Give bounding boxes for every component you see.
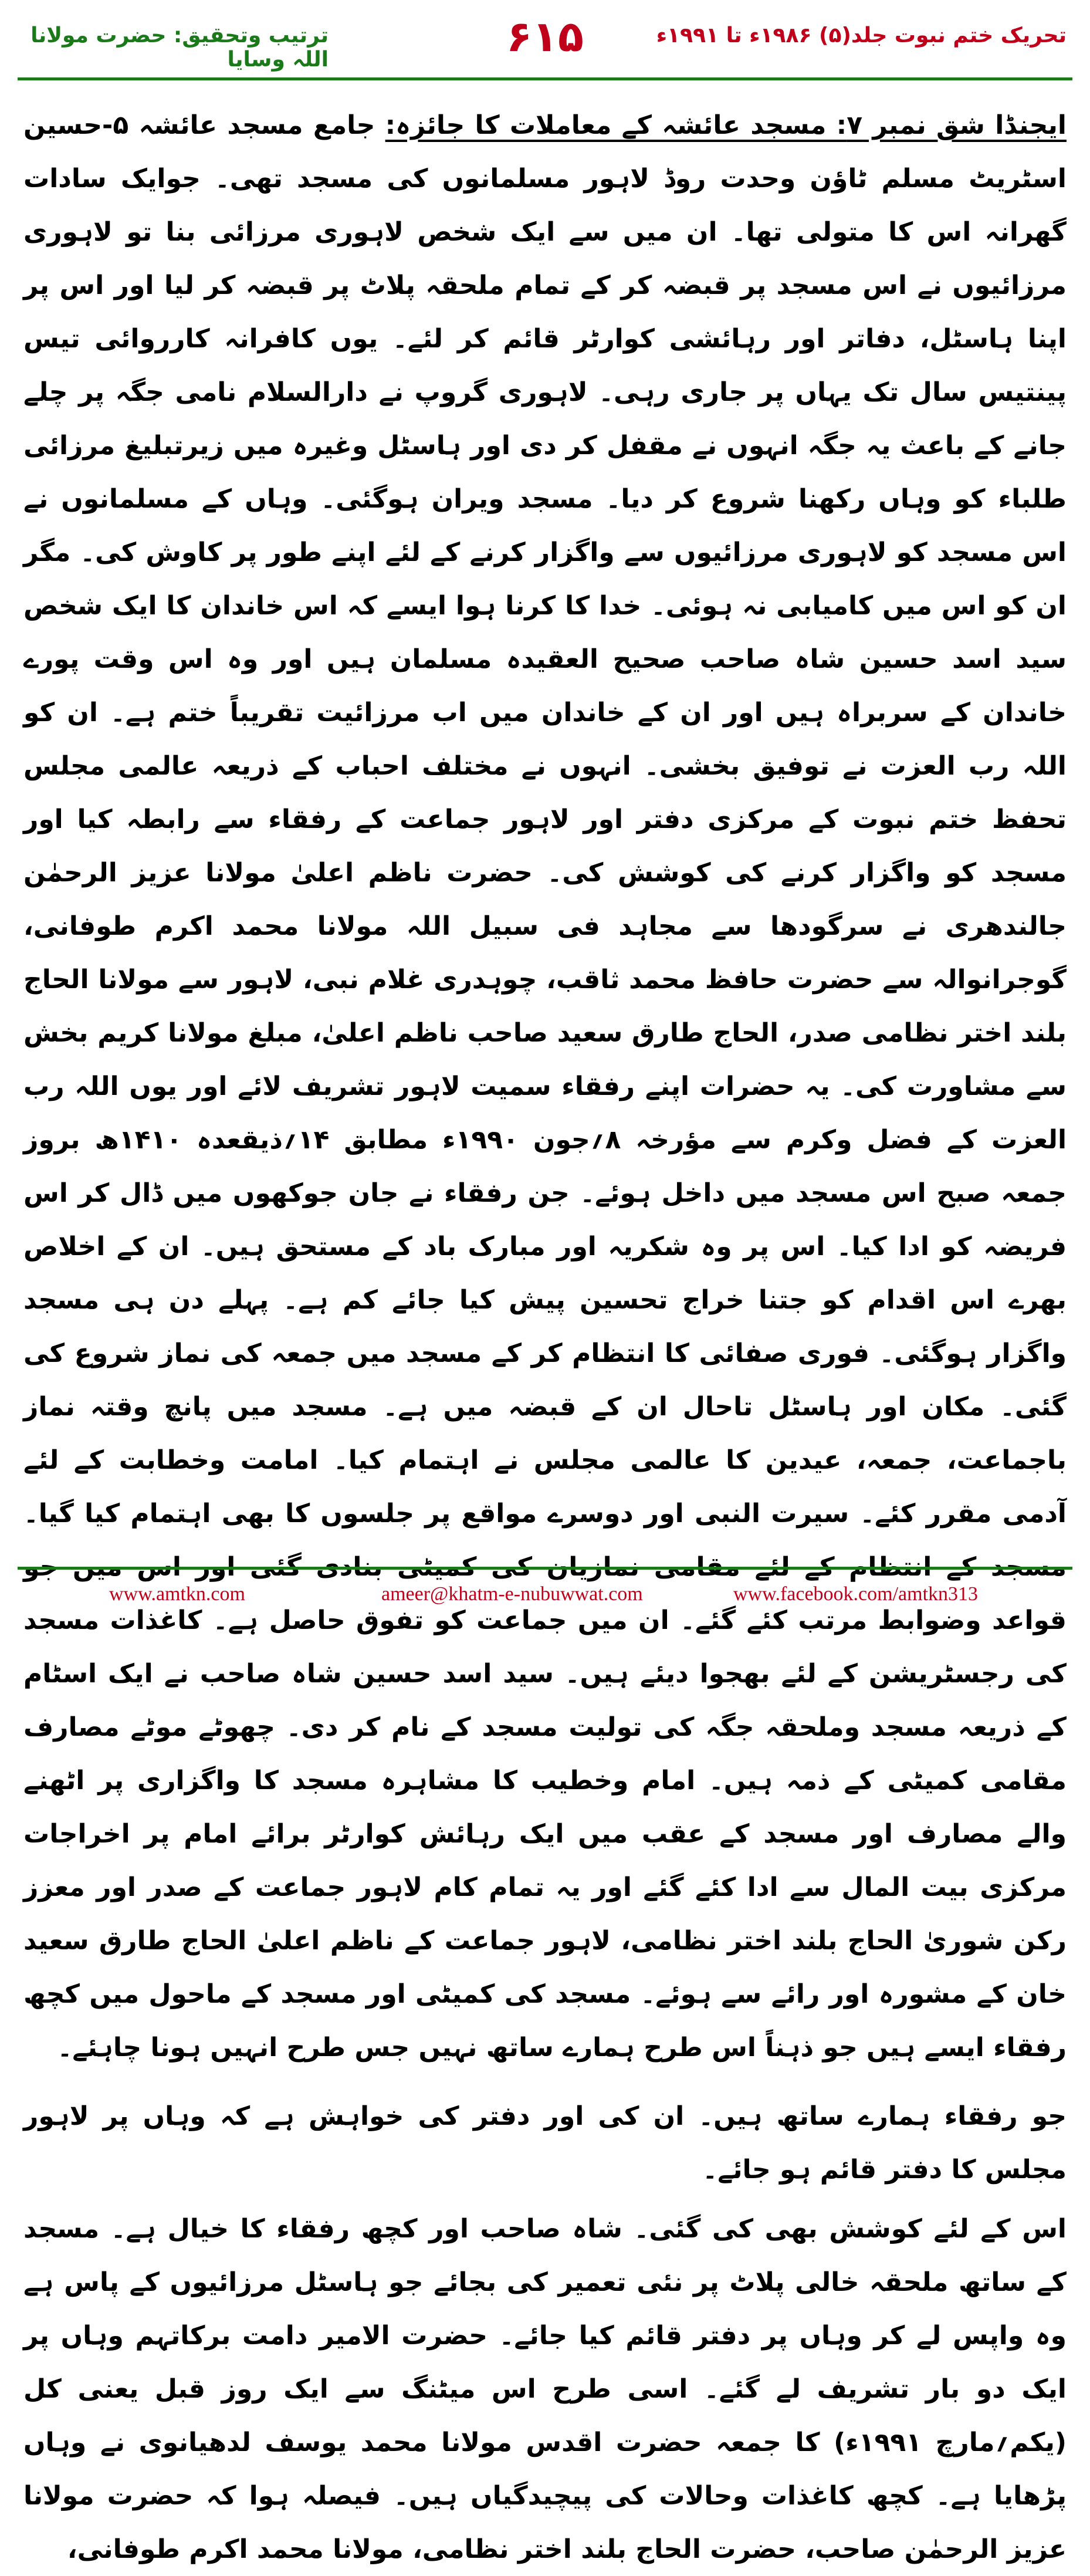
compiler-credit: ترتیب وتحقیق: حضرت مولانا اللہ وسایا (31, 23, 329, 72)
footer-divider (18, 1567, 1072, 1570)
header-divider (18, 77, 1072, 80)
website-link[interactable]: www.amtkn.com (109, 1583, 245, 1605)
book-title: تحریک ختم نبوت جلد(۵) ۱۹۸۶ء تا ۱۹۹۱ء (656, 23, 1067, 48)
page-number: ۶۱۵ (506, 12, 584, 61)
page-footer (0, 1561, 1090, 1628)
paragraph-agenda-mosque (23, 99, 1067, 2074)
facebook-link[interactable]: www.facebook.com/amtkn313 (733, 1583, 979, 1605)
paragraph-hostel-plan: اس کے لئے کوشش بھی کی گئی۔ شاہ صاحب اور کچھ رفقاء کا خیال ہے۔ مسجد کے ساتھ ملحقہ خالی پلاٹ پر نئی تعمیر کی بجائے جو ہاسٹل مرزائیوں کے پاس ہے وہ واپس لے کر وہاں پر دفتر قائم کیا جائے۔ حضرت الامیر دامت برکاتہم وہاں پر ایک دو بار تشریف لے گئے۔ اسی طرح اس میٹنگ سے ایک روز قبل یعنی کل (یکم؍مارچ ۱۹۹۱ء) کا جمعہ حضرت اقدس مولانا محمد یوسف لدھیانوی نے وہاں پڑھایا ہے۔ کچھ کاغذات وحالات کی پیچیدگیاں ہیں۔ فیصلہ ہوا کہ حضرت مولانا عزیز الرحمٰن صاحب، حضرت الحاج بلند اختر نظامی، مولانا محمد اکرم طوفانی، (23, 2214, 1067, 2564)
email-link[interactable]: ameer@khatm-e-nubuwwat.com (381, 1583, 643, 1605)
paragraph-body: جامع مسجد عائشہ ۵-حسین اسٹریٹ مسلم ٹاؤن وحدت روڈ لاہور مسلمانوں کی مسجد تھی۔ جوایک سادات گھرانہ اس کا متولی تھا۔ ان میں سے ایک شخص لاہوری مرزائی بنا تو لاہوری مرزائیوں نے اس مسجد پر قبضہ کر کے تمام ملحقہ پلاٹ پر قبضہ کر لیا اور اس پر اپنا ہاسٹل، دفاتر اور رہائشی کوارٹر قائم کر لئے۔ یوں کافرانہ کارروائی تیس پینتیس سال تک یہاں پر جاری رہی۔ لاہوری گروپ نے دارالسلام نامی جگہ پر چلے جانے کے باعث یہ جگہ انہوں نے مقفل کر دی اور ہاسٹل وغیرہ میں زیرتبلیغ مرزائی طلباء کو وہاں رکھنا شروع کر دیا۔ مسجد ویران ہوگئی۔ وہاں کے مسلمانوں نے اس مسجد کو لاہوری مرزائیوں سے واگزار کرنے کے لئے اپنے طور پر کاوش کی۔ مگر ان کو اس میں کامیابی نہ ہوئی۔ خدا کا کرنا ہوا ایسے کہ اس خاندان کا ایک شخص سید اسد حسین شاہ صاحب صحیح العقیدہ مسلمان ہیں اور وہ اس وقت پورے خاندان کے سربراہ ہیں اور ان کے خاندان میں اب مرزائیت تقریباً ختم ہے۔ ان کو اللہ رب العزت نے توفیق بخشی۔ انہوں نے مختلف احباب کے ذریعہ عالمی مجلس تحفظ ختم نبوت کے مرکزی دفتر اور لاہور جماعت کے رفقاء سے رابطہ کیا اور مسجد کو واگزار کرنے کی کوشش کی۔ حضرت ناظم اعلیٰ مولانا عزیز الرحمٰن جالندھری نے سرگودھا سے مجاہد فی سبیل اللہ مولانا محمد اکرم طوفانی، گوجرانوالہ سے حضرت حافظ محمد ثاقب، چوہدری غلام نبی، لاہور سے مولانا الحاج بلند اختر نظامی صدر، الحاج طارق سعید صاحب ناظم اعلیٰ، مبلغ مولانا کریم بخش سے مشاورت کی۔ یہ حضرات اپنے رفقاء سمیت لاہور تشریف لائے اور یوں اللہ رب العزت کے فضل وکرم سے مؤرخہ ۸؍جون ۱۹۹۰ء مطابق ۱۴؍ذیقعدہ ۱۴۱۰ھ بروز جمعہ صبح اس مسجد میں داخل ہوئے۔ جن رفقاء نے جان جوکھوں میں ڈال کر اس فریضہ کو ادا کیا۔ اس پر وہ شکریہ اور مبارک باد کے مستحق ہیں۔ ان کے اخلاص بھرے اس اقدام کو جتنا خراج تحسین پیش کیا جائے کم ہے۔ پہلے دن ہی مسجد واگزار ہوگئی۔ فوری صفائی کا انتظام کر کے مسجد میں جمعہ کی نماز شروع کی گئی۔ مکان اور ہاسٹل تاحال ان کے قبضہ میں ہے۔ مسجد میں پانچ وقتہ نماز باجماعت، جمعہ، عیدین کا عالمی مجلس نے اہتمام کیا۔ امامت وخطابت کے لئے آدمی مقرر کئے۔ سیرت النبی اور دوسرے مواقع پر جلسوں کا بھی اہتمام کیا گیا۔ مسجد کے انتظام کے لئے مقامی نمازیان کی کمیٹی بنادی گئی اور اس میں جو قواعد وضوابط مرتب کئے گئے۔ ان میں جماعت کو تفوق حاصل ہے۔ کاغذات مسجد کی رجسٹریشن کے لئے بھجوا دیئے ہیں۔ سید اسد حسین شاہ صاحب نے ایک اسٹام کے ذریعہ مسجد وملحقہ جگہ کی تولیت مسجد کے نام کر دی۔ چھوٹے موٹے مصارف مقامی کمیٹی کے ذمہ ہیں۔ امام وخطیب کا مشاہرہ مسجد کا واگزاری پر اٹھنے والے مصارف اور مسجد کے عقب میں ایک رہائش کوارٹر برائے امام پر اخراجات مرکزی بیت المال سے ادا کئے گئے اور یہ تمام کام لاہور جماعت کے صدر اور معزز رکن شوریٰ الحاج بلند اختر نظامی، لاہور جماعت کے ناظم اعلیٰ الحاج طارق سعید خان کے مشورہ اور رائے سے ہوئے۔ مسجد کی کمیٹی اور مسجد کے ماحول میں کچھ رفقاء ایسے ہیں جو ذہناً اس طرح ہمارے ساتھ نہیں جس طرح انہیں ہونا چاہئے۔ (23, 110, 1067, 2063)
page-header (0, 0, 1090, 88)
agenda-heading: ایجنڈا شق نمبر ۷: مسجد عائشہ کے معاملات کا جائزہ: (385, 110, 1067, 140)
paragraph-office-wish: جو رفقاء ہمارے ساتھ ہیں۔ ان کی اور دفتر کی خواہش ہے کہ وہاں پر لاہور مجلس کا دفتر قائم ہو جائے۔ (23, 2101, 1067, 2185)
